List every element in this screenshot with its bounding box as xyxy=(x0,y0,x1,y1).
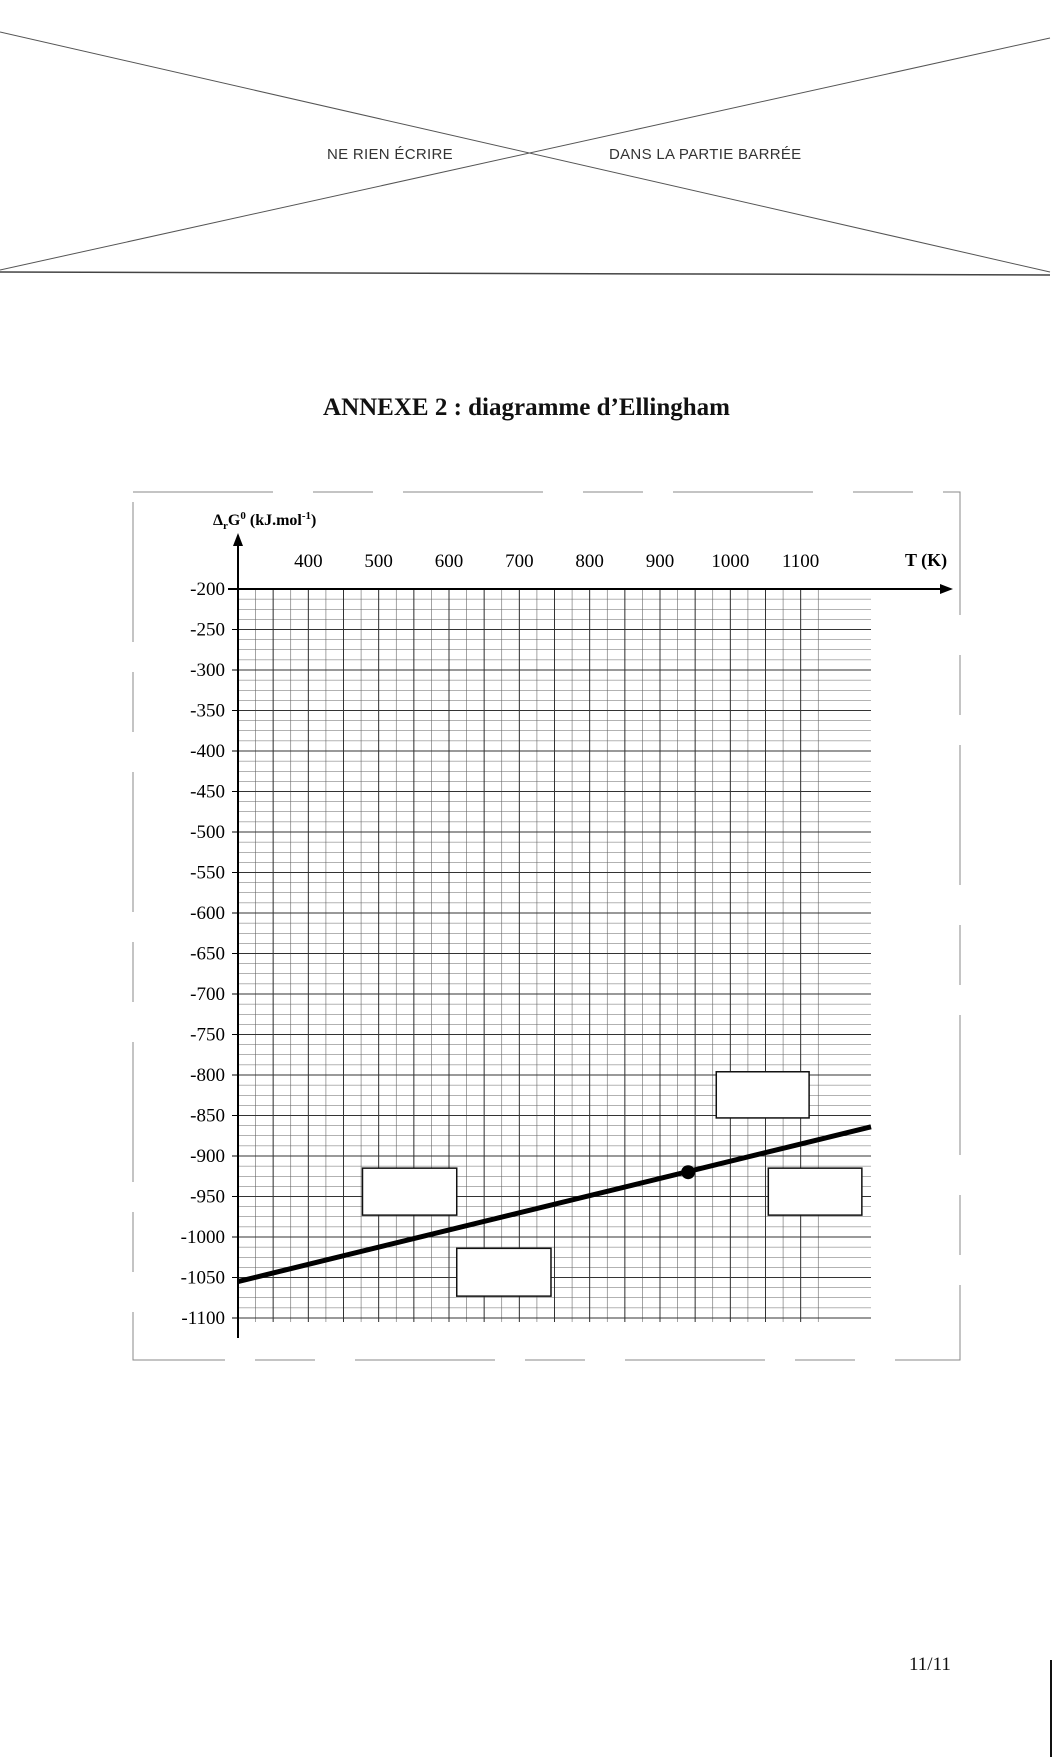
margin-line xyxy=(1050,1660,1052,1757)
y-tick-label: -1050 xyxy=(180,1267,225,1289)
y-tick-label: -900 xyxy=(190,1146,225,1167)
page-title: ANNEXE 2 : diagramme d’Ellingham xyxy=(323,394,730,421)
y-tick-label: -400 xyxy=(190,741,225,762)
x-tick-label: 400 xyxy=(294,551,323,572)
y-axis-label: $\Delta_rG^0$ (kJ.mol$^{-1}$) xyxy=(213,510,317,532)
label-box xyxy=(362,1168,456,1215)
label-box xyxy=(716,1072,809,1118)
x-axis-arrow xyxy=(940,584,953,594)
x-axis-label: T (K) xyxy=(905,550,948,570)
tick-labels xyxy=(181,551,820,1329)
page-number: 11/11 xyxy=(909,1654,951,1675)
y-tick-label: -850 xyxy=(190,1105,225,1127)
y-tick-label: -1000 xyxy=(180,1227,225,1248)
y-tick-label: -700 xyxy=(190,984,225,1005)
chart-frame xyxy=(133,492,960,1360)
y-tick-label: -550 xyxy=(190,862,225,884)
label-box xyxy=(768,1168,862,1215)
y-tick-label: -300 xyxy=(190,660,225,681)
y-tick-label: -450 xyxy=(190,781,225,803)
x-tick-label: 500 xyxy=(364,551,393,572)
y-tick-label: -1100 xyxy=(181,1308,225,1329)
barred-zone-right-text: DANS LA PARTIE BARRÉE xyxy=(609,146,802,163)
y-axis-arrow xyxy=(233,533,243,546)
x-tick-label: 800 xyxy=(575,551,604,572)
x-tick-label: 600 xyxy=(434,551,464,572)
y-tick-label: -750 xyxy=(190,1024,225,1046)
y-tick-label: -650 xyxy=(190,943,225,965)
x-tick-label: 1100 xyxy=(782,551,820,572)
x-tick-label: 700 xyxy=(505,551,534,572)
label-box xyxy=(457,1248,551,1296)
y-tick-label: -950 xyxy=(190,1186,225,1208)
data-point xyxy=(681,1165,695,1179)
barred-zone-left-text: NE RIEN ÉCRIRE xyxy=(327,146,453,163)
y-tick-label: -250 xyxy=(190,619,225,641)
y-tick-label: -800 xyxy=(190,1065,225,1086)
y-tick-label: -600 xyxy=(190,903,225,924)
y-tick-label: -500 xyxy=(190,822,225,843)
y-tick-label: -200 xyxy=(190,579,225,600)
y-tick-label: -350 xyxy=(190,700,225,722)
x-tick-label: 1000 xyxy=(711,551,750,572)
x-tick-label: 900 xyxy=(645,551,675,572)
axes xyxy=(228,533,953,1338)
